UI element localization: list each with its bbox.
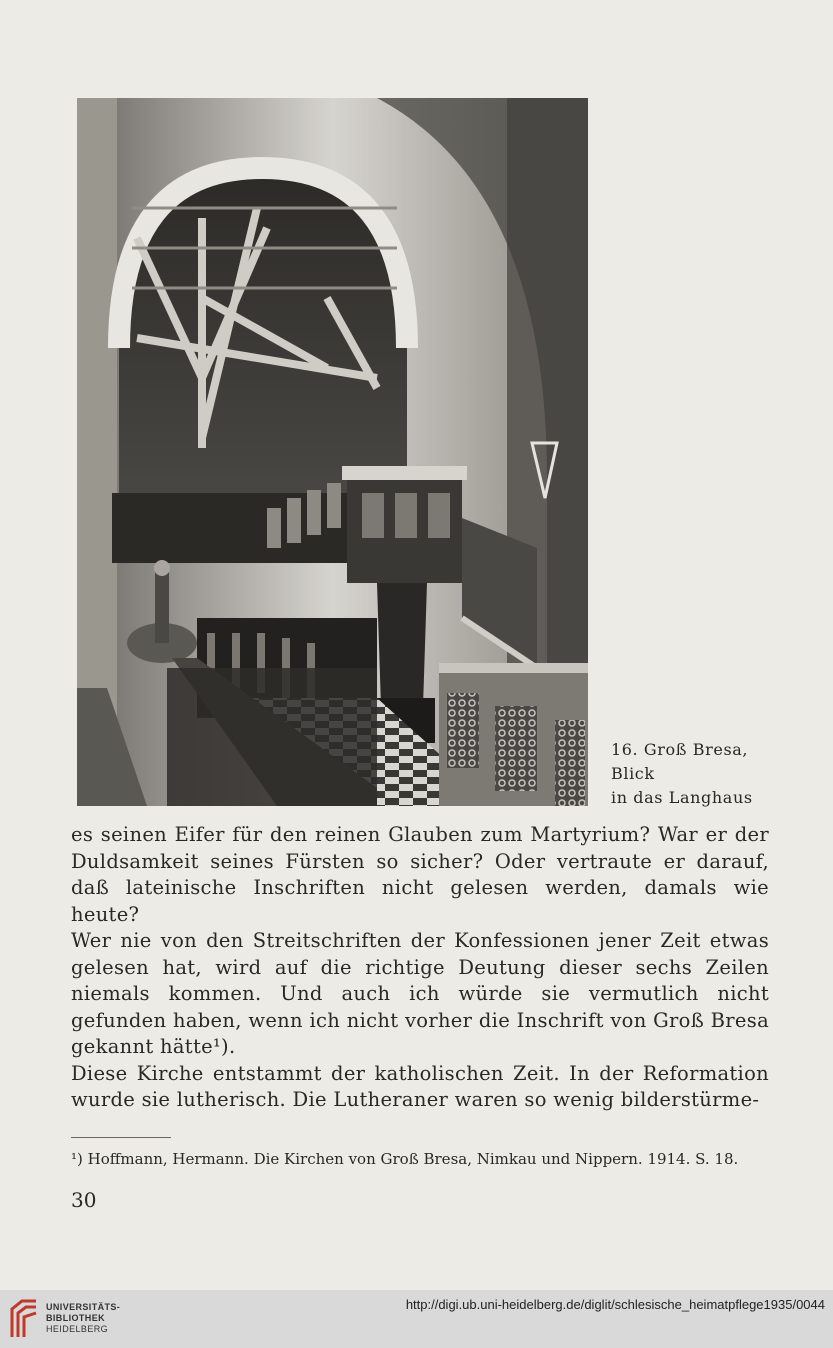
body-text [71,822,769,1114]
logo-line-1: UNIVERSITÄTS- [46,1302,121,1312]
photo-illustration [77,98,588,806]
library-logo-text [46,1302,120,1335]
caption-line-2: Blick [611,764,655,783]
caption-line-1: 16. Groß Bresa, [611,740,749,759]
caption-line-3: in das Langhaus [611,788,753,807]
paragraph-3: Diese Kirche entstammt der katholischen Zeit. In der Reformation wurde sie lutherisch. Die Lutheraner waren so wenig bilderstürme- [71,1061,769,1111]
footnote-divider [71,1137,171,1138]
church-interior-photo [77,98,588,806]
logo-line-2: BIBLIOTHEK [46,1313,105,1323]
library-logo-icon [8,1297,40,1341]
photo-caption [611,738,811,810]
footnote: ¹) Hoffmann, Hermann. Die Kirchen von Groß Bresa, Nimkau und Nippern. 1914. S. 18. [71,1150,739,1168]
page-number: 30 [71,1188,97,1212]
logo-line-3: HEIDELBERG [46,1324,109,1334]
paragraph-1: es seinen Eifer für den reinen Glauben zum Martyrium? War er der Duldsamkeit seines Fürsten so sicher? Oder vertraute er darauf, daß lateinische Inschriften nicht gelesen werden, damals wie heute? [71,823,769,926]
document-url-link[interactable]: http://digi.ub.uni-heidelberg.de/diglit/schlesische_heimatpflege1935/0044 [405,1297,825,1312]
viewer-footer-bar [0,1290,833,1348]
paragraph-2: Wer nie von den Streitschriften der Konfessionen jener Zeit etwas gelesen hat, wird auf die richtige Deutung dieser sechs Zeilen niemals kommen. Und auch ich würde sie vermutlich nicht gefunden haben, wenn ich nicht vorher die Inschrift von Groß Bresa gekannt hätte¹). [71,929,769,1058]
